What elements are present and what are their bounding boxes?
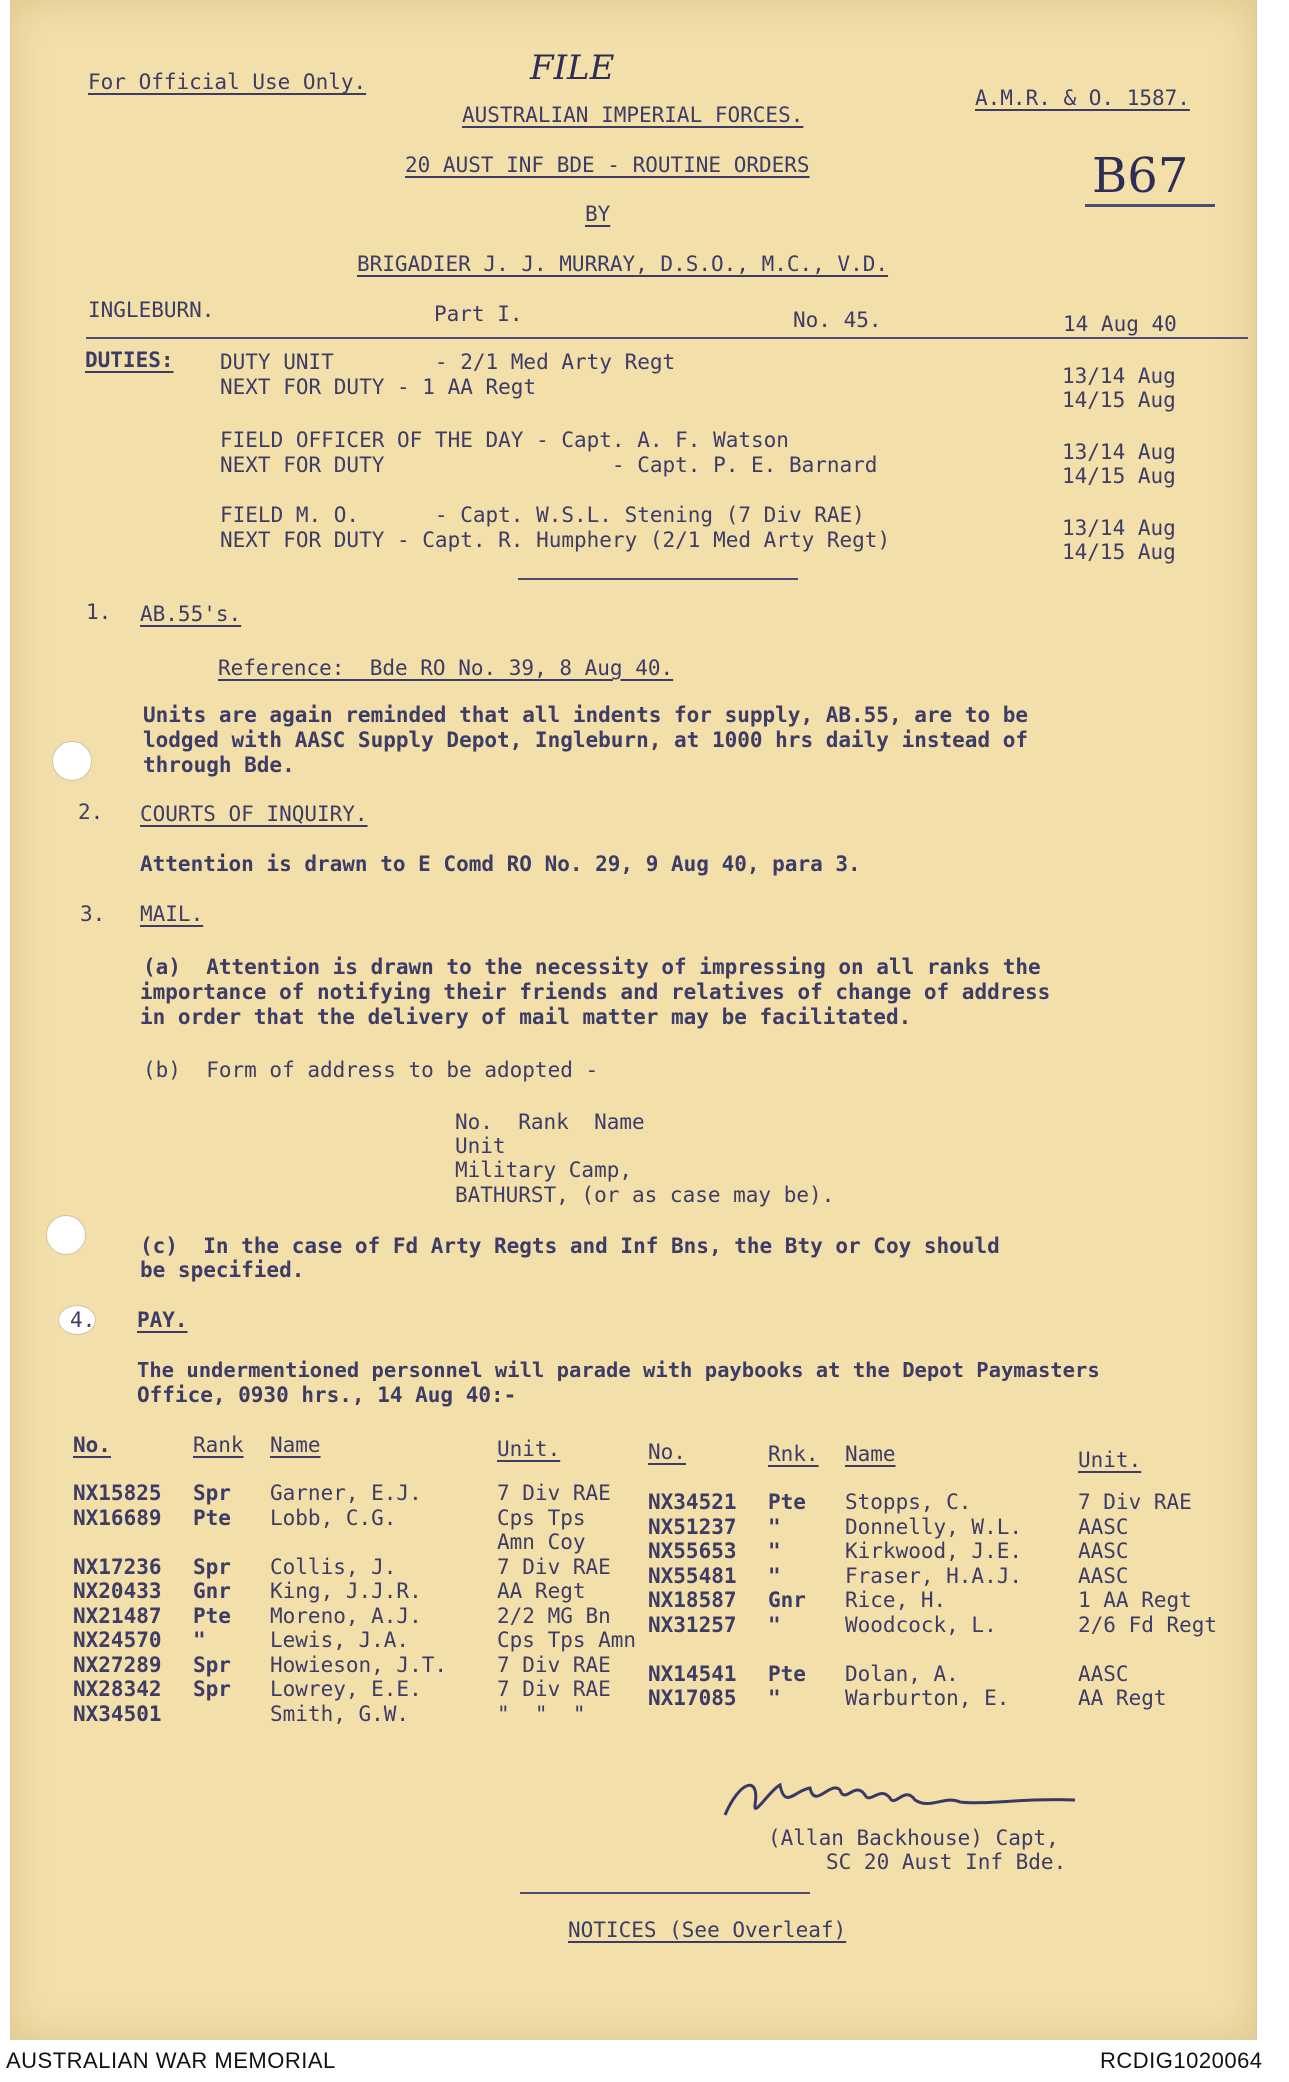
section-3a-line-2: importance of notifying their friends and relatives of change of address [140, 980, 1051, 1004]
pay-right-cell-name: Donnelly, W.L. [845, 1514, 1023, 1539]
address-line-1: No. Rank Name [455, 1110, 645, 1134]
section-1-reference: Reference: Bde RO No. 39, 8 Aug 40. [218, 656, 674, 680]
duties-label: DUTIES: [85, 348, 174, 372]
pay-left-cell-name: King, J.J.R. [270, 1579, 422, 1603]
pay-left-cell-unit: 7 Div RAE [497, 1652, 611, 1677]
pay-right-cell-no: NX14541 [648, 1661, 737, 1686]
pay-right-cell-rank: " [768, 1514, 781, 1539]
pay-right-cell-name: Kirkwood, J.E. [845, 1539, 1023, 1563]
official-use-label: For Official Use Only. [88, 70, 367, 94]
pay-right-cell-no: NX17085 [648, 1686, 737, 1710]
section-4-title: PAY. [137, 1308, 188, 1332]
title-line-1: AUSTRALIAN IMPERIAL FORCES. [462, 103, 804, 127]
pay-left-cell-name: Howieson, J.T. [270, 1652, 448, 1677]
pay-right-cell-unit: 2/6 Fd Regt [1078, 1612, 1218, 1637]
duty-date-3b: 14/15 Aug [1062, 540, 1176, 564]
pay-left-cell-name: Lowrey, E.E. [270, 1677, 422, 1701]
pay-right-cell-rank: " [768, 1563, 781, 1588]
pay-left-cell-name: Moreno, A.J. [270, 1603, 422, 1628]
pay-left-cell-rank: Pte [193, 1603, 231, 1628]
punch-hole-top [52, 741, 92, 781]
signature-scrawl [715, 1760, 1115, 1830]
pay-right-cell-name: Warburton, E. [845, 1686, 1010, 1710]
section-3c-line-2: be specified. [140, 1258, 305, 1282]
notices-line: NOTICES (See Overleaf) [568, 1918, 847, 1942]
pay-left-cell-no: NX21487 [73, 1603, 162, 1628]
pay-right-cell-name: Stopps, C. [845, 1490, 972, 1514]
pay-right-cell-rank: Gnr [768, 1588, 806, 1612]
section-4-line-2: Office, 0930 hrs., 14 Aug 40:- [137, 1383, 517, 1407]
pay-header-unit: Unit. [497, 1437, 561, 1461]
pay-right-cell-rank: " [768, 1539, 781, 1563]
section-3-number: 3. [80, 902, 106, 926]
duty-date-2a: 13/14 Aug [1062, 440, 1176, 464]
file-handwritten-note: FILE [530, 48, 615, 88]
part-label: Part I. [434, 302, 523, 326]
field-mo-line: FIELD M. O. - Capt. W.S.L. Stening (7 Div RAE) [220, 503, 865, 527]
pay-left-cell-rank: Spr [193, 1652, 231, 1677]
section-3b-line: (b) Form of address to be adopted - [143, 1058, 599, 1082]
pay-header-no: No. [73, 1433, 111, 1457]
pay-right-cell-unit: AA Regt [1078, 1686, 1167, 1710]
pay-right-cell-name: Woodcock, L. [845, 1612, 997, 1637]
pay-left-cell-rank: Spr [193, 1677, 231, 1701]
pay-header-name: Name [270, 1433, 321, 1457]
next-for-duty-2: NEXT FOR DUTY - Capt. P. E. Barnard [220, 453, 878, 477]
pay-left-cell-no: NX34501 [73, 1701, 162, 1726]
address-line-3: Military Camp, [455, 1158, 633, 1182]
pay-right-cell-rank: Pte [768, 1490, 806, 1514]
ref-number-handwritten: B67 [1092, 148, 1189, 204]
section-3c-line-1: (c) In the case of Fd Arty Regts and Inf Bns, the Bty or Coy should [140, 1234, 1000, 1258]
pay-right-cell-no: NX34521 [648, 1490, 737, 1514]
pay-left-cell-rank: Pte [193, 1505, 231, 1530]
pay-left-cell-name: Smith, G.W. [270, 1701, 410, 1726]
section-1-line-2: lodged with AASC Supply Depot, Ingleburn, at 1000 hrs daily instead of [143, 728, 1029, 752]
pay-left-cell-name: Lobb, C.G. [270, 1505, 397, 1530]
section-1-line-1: Units are again reminded that all indents for supply, AB.55, are to be [143, 703, 1029, 727]
section-3-title: MAIL. [140, 902, 204, 926]
pay-left-cell-no: NX16689 [73, 1505, 162, 1530]
section-4-line-1: The undermentioned personnel will parade with paybooks at the Depot Paymasters [137, 1358, 1100, 1382]
section-2-number: 2. [78, 800, 104, 824]
section-3a-line-1: (a) Attention is drawn to the necessity of impressing on all ranks the [143, 955, 1041, 979]
pay-right-cell-rank: " [768, 1686, 781, 1710]
pay-right-cell-no: NX18587 [648, 1588, 737, 1612]
pay-right-cell-unit: 7 Div RAE [1078, 1490, 1192, 1514]
duty-date-3a: 13/14 Aug [1062, 516, 1176, 540]
signature-name: (Allan Backhouse) Capt, [768, 1826, 1059, 1850]
ref-number-underline [1085, 204, 1215, 207]
pay-left-cell-name: Collis, J. [270, 1554, 397, 1579]
pay-right-cell-name: Dolan, A. [845, 1661, 959, 1686]
punch-hole-middle [46, 1215, 86, 1255]
title-line-3: BY [585, 202, 611, 226]
form-reference: A.M.R. & O. 1587. [975, 86, 1190, 110]
address-line-2: Unit [455, 1134, 506, 1158]
pay-right-header-name: Name [845, 1442, 896, 1466]
pay-right-cell-name: Fraser, H.A.J. [845, 1563, 1023, 1588]
field-officer-line: FIELD OFFICER OF THE DAY - Capt. A. F. Watson [220, 428, 789, 452]
pay-right-cell-no: NX31257 [648, 1612, 737, 1637]
section-4-number: 4. [70, 1308, 96, 1332]
section-2-title: COURTS OF INQUIRY. [140, 802, 368, 826]
duty-date-1b: 14/15 Aug [1062, 388, 1176, 412]
pay-right-cell-no: NX55653 [648, 1539, 737, 1563]
order-date: 14 Aug 40 [1063, 312, 1177, 336]
next-for-duty-1: NEXT FOR DUTY - 1 AA Regt [220, 375, 537, 399]
pay-right-cell-no: NX51237 [648, 1514, 737, 1539]
next-for-duty-3: NEXT FOR DUTY - Capt. R. Humphery (2/1 Med Arty Regt) [220, 528, 891, 552]
pay-right-cell-name: Rice, H. [845, 1588, 947, 1612]
signature-title: SC 20 Aust Inf Bde. [826, 1850, 1067, 1874]
location: INGLEBURN. [88, 298, 215, 322]
pay-right-header-rank: Rnk. [768, 1442, 819, 1466]
duty-unit-line: DUTY UNIT - 2/1 Med Arty Regt [220, 350, 676, 374]
title-line-2: 20 AUST INF BDE - ROUTINE ORDERS [405, 153, 810, 177]
pay-right-cell-rank: " [768, 1612, 781, 1637]
pay-left-cell-rank: Gnr [193, 1579, 231, 1603]
duty-date-1a: 13/14 Aug [1062, 364, 1176, 388]
footer-source: AUSTRALIAN WAR MEMORIAL [6, 2048, 336, 2073]
section-3a-line-3: in order that the delivery of mail matter may be facilitated. [140, 1005, 912, 1029]
pay-left-cell-unit: 7 Div RAE [497, 1677, 611, 1701]
pay-left-cell-rank: Spr [193, 1481, 231, 1505]
pay-left-cell-no: NX24570 [73, 1628, 162, 1652]
pay-left-cell-unit: 2/2 MG Bn [497, 1603, 611, 1628]
pay-left-cell-rank: " [193, 1628, 206, 1652]
pay-right-header-no: No. [648, 1440, 686, 1464]
pay-right-cell-unit: AASC [1078, 1661, 1129, 1686]
section-1-line-3: through Bde. [143, 753, 295, 777]
pay-left-cell-no: NX15825 [73, 1481, 162, 1505]
pay-right-cell-unit: AASC [1078, 1539, 1129, 1563]
pay-left-cell-unit: Amn Coy [497, 1530, 586, 1554]
pay-left-cell-no: NX27289 [73, 1652, 162, 1677]
pay-left-cell-name: Garner, E.J. [270, 1481, 422, 1505]
pay-left-cell-unit: 7 Div RAE [497, 1554, 611, 1579]
pay-left-cell-unit: " " " [497, 1701, 586, 1726]
footer-id: RCDIG1020064 [1100, 2048, 1263, 2073]
signature-divider [520, 1892, 810, 1894]
pay-left-cell-unit: AA Regt [497, 1579, 586, 1603]
pay-left-cell-unit: Cps Tps [497, 1505, 586, 1530]
pay-left-cell-no: NX17236 [73, 1554, 162, 1579]
pay-right-cell-rank: Pte [768, 1661, 806, 1686]
pay-left-cell-name: Lewis, J.A. [270, 1628, 410, 1652]
order-number: No. 45. [793, 308, 882, 332]
section-1-number: 1. [86, 600, 112, 624]
pay-right-cell-unit: AASC [1078, 1563, 1129, 1588]
pay-left-cell-unit: Cps Tps Amn [497, 1628, 637, 1652]
pay-header-rank: Rank [193, 1433, 244, 1457]
section-2-line-1: Attention is drawn to E Comd RO No. 29, 9 Aug 40, para 3. [140, 852, 861, 876]
duties-divider [518, 578, 798, 580]
section-1-title: AB.55's. [140, 602, 242, 626]
header-rule [86, 337, 1248, 339]
pay-left-cell-rank: Spr [193, 1554, 231, 1579]
pay-left-cell-unit: 7 Div RAE [497, 1481, 611, 1505]
pay-right-cell-unit: 1 AA Regt [1078, 1588, 1192, 1612]
address-line-4: BATHURST, (or as case may be). [455, 1183, 835, 1207]
duty-date-2b: 14/15 Aug [1062, 464, 1176, 488]
pay-right-header-unit: Unit. [1078, 1448, 1142, 1472]
pay-left-cell-no: NX28342 [73, 1677, 162, 1701]
pay-left-cell-no: NX20433 [73, 1579, 162, 1603]
title-line-4: BRIGADIER J. J. MURRAY, D.S.O., M.C., V.D. [357, 252, 889, 276]
pay-right-cell-no: NX55481 [648, 1563, 737, 1588]
pay-right-cell-unit: AASC [1078, 1514, 1129, 1539]
